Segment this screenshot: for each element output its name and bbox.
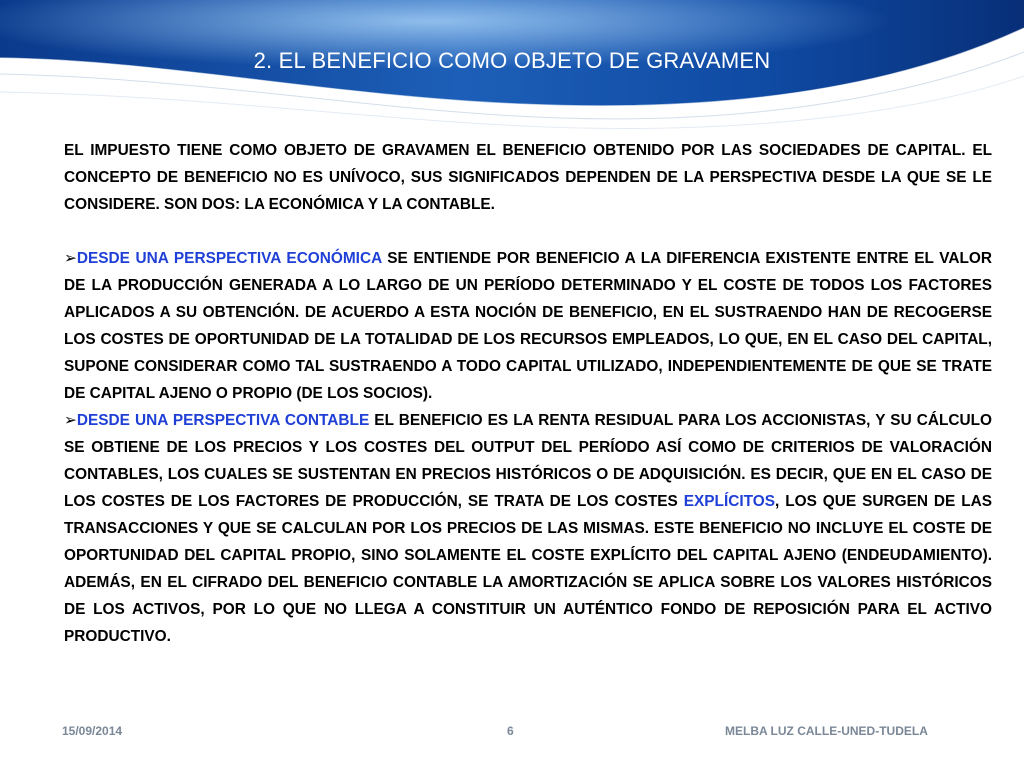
footer-author: MELBA LUZ CALLE-UNED-TUDELA xyxy=(725,724,928,738)
slide-title: 2. EL BENEFICIO COMO OBJETO DE GRAVAMEN xyxy=(253,48,771,73)
intro-paragraph: EL IMPUESTO TIENE COMO OBJETO DE GRAVAMEN EL BENEFICIO OBTENIDO POR LAS SOCIEDADES DE CAPITAL. EL CONCEPTO DE BENEFICIO NO ES UNÍVOCO, SUS SIGNIFICADOS DEPENDEN DE LA PERSPECTIVA DESDE LA QUE SE LE CONSIDERE. SON DOS: LA ECONÓMICA Y LA CONTABLE. xyxy=(64,142,992,213)
paragraph-spacer xyxy=(64,218,992,245)
accounting-label: DESDE UNA PERSPECTIVA CONTABLE xyxy=(76,412,370,429)
footer-page-number: 6 xyxy=(507,724,514,738)
bullet-arrow-icon: ➢ xyxy=(64,250,77,267)
economic-label: DESDE UNA PERSPECTIVA ECONÓMICA xyxy=(76,250,382,267)
accounting-text-after: , LOS QUE SURGEN DE LAS TRANSACCIONES Y QUE SE CALCULAN POR LOS PRECIOS DE LAS MISMAS. ESTE BENEFICIO NO INCLUYE EL COSTE DE OPORTUNIDAD DEL CAPITAL PROPIO, SINO SOLAMENTE EL COSTE EXPLÍCITO DEL CAPITAL AJENO (ENDEUDAMIENTO). ADEMÁS, EN EL CIFRADO DEL BENEFICIO CONTABLE LA AMORTIZACIÓN SE APLICA SOBRE LOS VALORES HISTÓRICOS DE LOS ACTIVOS, POR LO QUE NO LLEGA A CONSTITUIR UN AUTÉNTICO FONDO DE REPOSICIÓN PARA EL ACTIVO PRODUCTIVO. xyxy=(64,493,992,645)
bullet-arrow-icon: ➢ xyxy=(64,412,77,429)
header-banner xyxy=(0,0,1024,130)
accounting-paragraph xyxy=(64,407,992,650)
slide-body xyxy=(64,137,992,650)
economic-text: SE ENTIENDE POR BENEFICIO A LA DIFERENCIA EXISTENTE ENTRE EL VALOR DE LA PRODUCCIÓN GENERADA A LO LARGO DE UN PERÍODO DETERMINADO Y EL COSTE DE TODOS LOS FACTORES APLICADOS A SU OBTENCIÓN. DE ACUERDO A ESTA NOCIÓN DE BENEFICIO, EN EL SUSTRAENDO HAN DE RECOGERSE LOS COSTES DE OPORTUNIDAD DE LA TOTALIDAD DE LOS RECURSOS EMPLEADOS, LO QUE, EN EL CASO DEL CAPITAL, SUPONE CONSIDERAR COMO TAL SUSTRAENDO A TODO CAPITAL UTILIZADO, INDEPENDIENTEMENTE DE QUE SE TRATE DE CAPITAL AJENO O PROPIO (DE LOS SOCIOS). xyxy=(64,250,993,402)
footer-date: 15/09/2014 xyxy=(62,724,123,738)
accounting-text-before: EL BENEFICIO ES LA RENTA RESIDUAL PARA LOS ACCIONISTAS, Y SU CÁLCULO SE OBTIENE DE LOS PRECIOS Y LOS COSTES DEL OUTPUT DEL PERÍODO ASÍ COMO DE CRITERIOS DE VALORACIÓN CONTABLES, LOS CUALES SE SUSTENTAN EN PRECIOS HISTÓRICOS O DE ADQUISICIÓN. ES DECIR, QUE EN EL CASO DE LOS COSTES DE LOS FACTORES DE PRODUCCIÓN, SE TRATA DE LOS COSTES xyxy=(64,412,992,510)
explicit-emphasis: EXPLÍCITOS xyxy=(683,493,775,510)
economic-paragraph xyxy=(64,245,992,407)
